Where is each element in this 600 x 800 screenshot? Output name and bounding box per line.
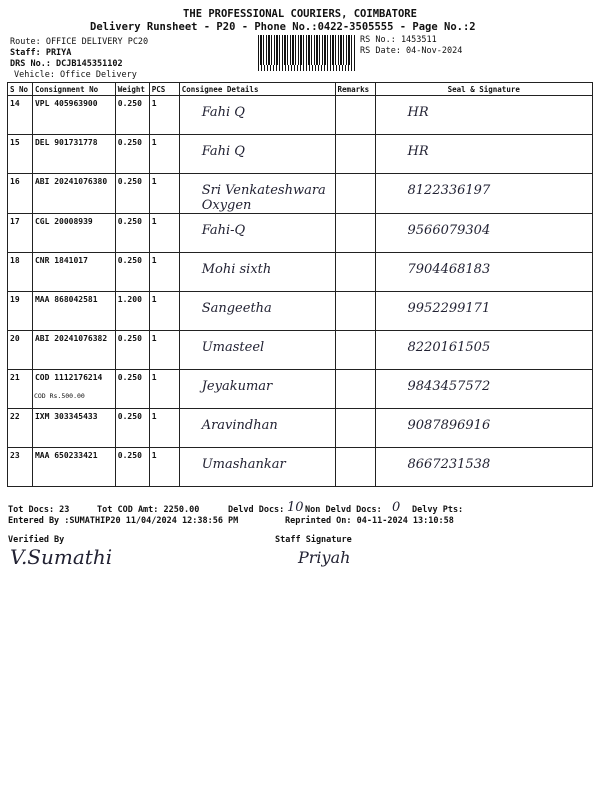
consignee-handwriting: Mohi sixth [201, 262, 272, 277]
signature-handwriting: 9952299171 [407, 301, 491, 316]
row-signature [375, 331, 593, 370]
row-consignee [179, 292, 335, 331]
row-signature [375, 214, 593, 253]
row-pcs: 1 [149, 96, 179, 135]
runsheet-subtitle: Delivery Runsheet - P20 - Phone No.:0422-3505555 - Page No.:2 [90, 21, 476, 33]
row-pcs: 1 [149, 174, 179, 214]
row-weight: 0.250 [115, 448, 149, 487]
col-sno: S No [8, 83, 33, 96]
table-row [8, 135, 593, 174]
barcode [258, 35, 356, 65]
barcode-strip [258, 65, 356, 71]
row-sno: 22 [8, 409, 33, 448]
row-sno: 23 [8, 448, 33, 487]
row-pcs: 1 [149, 331, 179, 370]
row-consignee [179, 253, 335, 292]
row-pcs: 1 [149, 409, 179, 448]
staff-signature-label: Staff Signature [275, 535, 352, 545]
row-consignment-no: ABI 20241076382 [32, 331, 115, 370]
row-sno: 16 [8, 174, 33, 214]
row-consignee [179, 135, 335, 174]
staff: Staff: PRIYA [10, 48, 72, 58]
row-pcs: 1 [149, 214, 179, 253]
verified-by-label: Verified By [8, 535, 65, 545]
col-pcs: PCS [149, 83, 179, 96]
row-weight: 0.250 [115, 135, 149, 174]
table-row [8, 370, 593, 409]
row-remarks [335, 96, 375, 135]
signature-handwriting: 8220161505 [407, 340, 491, 355]
row-signature [375, 96, 593, 135]
consignee-handwriting: Fahi-Q [201, 223, 246, 238]
row-weight: 0.250 [115, 96, 149, 135]
consignee-handwriting: Sri Venkateshwara Oxygen [201, 183, 326, 213]
consignee-handwriting: Sangeetha [201, 301, 272, 316]
company-title: THE PROFESSIONAL COURIERS, COIMBATORE [183, 8, 417, 20]
row-consignment-no: CNR 1841017 [32, 253, 115, 292]
row-remarks [335, 135, 375, 174]
row-remarks [335, 370, 375, 409]
row-consignment-no: DEL 901731778 [32, 135, 115, 174]
row-remarks [335, 331, 375, 370]
row-consignment-no: COD 1112176214 COD Rs.500.00 [32, 370, 115, 409]
row-signature [375, 409, 593, 448]
col-signature: Seal & Signature [375, 83, 593, 96]
row-consignee [179, 448, 335, 487]
row-signature [375, 253, 593, 292]
row-consignment-no: MAA 650233421 [32, 448, 115, 487]
route: Route: OFFICE DELIVERY PC20 [10, 37, 149, 47]
table-row [8, 214, 593, 253]
signature-handwriting: HR [407, 144, 429, 159]
row-signature [375, 292, 593, 331]
row-sno: 17 [8, 214, 33, 253]
non-delivered-docs: Non Delvd Docs: [305, 505, 382, 515]
consignee-handwriting: Aravindhan [201, 418, 278, 433]
staff-signature: Priyah [298, 548, 351, 567]
row-pcs: 1 [149, 135, 179, 174]
col-consignment: Consignment No [32, 83, 115, 96]
signature-handwriting: HR [407, 105, 429, 120]
row-weight: 0.250 [115, 331, 149, 370]
row-pcs: 1 [149, 292, 179, 331]
col-remarks: Remarks [335, 83, 375, 96]
delivered-count: 10 [287, 500, 304, 515]
consignee-handwriting: Umashankar [201, 457, 286, 472]
signature-handwriting: 8667231538 [407, 457, 491, 472]
total-cod: Tot COD Amt: 2250.00 [97, 505, 200, 515]
row-remarks [335, 253, 375, 292]
row-consignee [179, 370, 335, 409]
delivery-points: Delvy Pts: [412, 505, 464, 515]
signature-handwriting: 9087896916 [407, 418, 491, 433]
row-consignment-no: MAA 868042581 [32, 292, 115, 331]
drs-number: DRS No.: DCJB145351102 [10, 59, 123, 69]
table-row [8, 96, 593, 135]
row-consignment-no: ABI 20241076380 [32, 174, 115, 214]
row-consignee [179, 174, 335, 214]
consignee-handwriting: Umasteel [201, 340, 265, 355]
signature-handwriting: 9566079304 [407, 223, 491, 238]
total-docs: Tot Docs: 23 [8, 505, 70, 515]
delivered-docs: Delvd Docs: [228, 505, 285, 515]
row-signature [375, 370, 593, 409]
row-consignee [179, 96, 335, 135]
row-consignment-no: VPL 405963900 [32, 96, 115, 135]
table-row [8, 409, 593, 448]
consignee-handwriting: Fahi Q [201, 105, 245, 120]
row-remarks [335, 448, 375, 487]
reprinted-on: Reprinted On: 04-11-2024 13:10:58 [285, 516, 454, 526]
consignee-handwriting: Fahi Q [201, 144, 245, 159]
runsheet-table [7, 82, 593, 487]
vehicle: Vehicle: Office Delivery [14, 70, 137, 80]
row-sno: 14 [8, 96, 33, 135]
row-sno: 19 [8, 292, 33, 331]
row-consignment-no: CGL 20008939 [32, 214, 115, 253]
table-row [8, 292, 593, 331]
row-weight: 1.200 [115, 292, 149, 331]
row-sno: 21 [8, 370, 33, 409]
row-consignee [179, 409, 335, 448]
table-row [8, 448, 593, 487]
row-pcs: 1 [149, 253, 179, 292]
table-row [8, 253, 593, 292]
signature-handwriting: 7904468183 [407, 262, 491, 277]
signature-handwriting: 8122336197 [407, 183, 491, 198]
consignee-handwriting: Jeyakumar [201, 379, 273, 394]
non-delivered-count: 0 [392, 500, 401, 515]
row-consignment-no: IXM 303345433 [32, 409, 115, 448]
col-weight: Weight [115, 83, 149, 96]
row-signature [375, 448, 593, 487]
signature-handwriting: 9843457572 [407, 379, 491, 394]
rs-date: RS Date: 04-Nov-2024 [360, 46, 463, 56]
row-weight: 0.250 [115, 174, 149, 214]
rs-number: RS No.: 1453511 [360, 35, 437, 45]
row-weight: 0.250 [115, 214, 149, 253]
entered-by: Entered By :SUMATHIP20 11/04/2024 12:38:56 PM [8, 516, 239, 526]
row-sno: 20 [8, 331, 33, 370]
row-pcs: 1 [149, 448, 179, 487]
row-consignee [179, 331, 335, 370]
cod-amount: COD Rs.500.00 [33, 392, 85, 400]
row-remarks [335, 409, 375, 448]
table-header-row [8, 83, 593, 96]
table-row [8, 174, 593, 214]
verified-signature: V.Sumathi [10, 545, 113, 569]
row-weight: 0.250 [115, 253, 149, 292]
row-consignee [179, 214, 335, 253]
row-remarks [335, 174, 375, 214]
row-signature [375, 135, 593, 174]
row-sno: 18 [8, 253, 33, 292]
row-pcs: 1 [149, 370, 179, 409]
table-row [8, 331, 593, 370]
row-weight: 0.250 [115, 409, 149, 448]
col-consignee: Consignee Details [179, 83, 335, 96]
row-remarks [335, 214, 375, 253]
row-weight: 0.250 [115, 370, 149, 409]
row-signature [375, 174, 593, 214]
row-sno: 15 [8, 135, 33, 174]
row-remarks [335, 292, 375, 331]
